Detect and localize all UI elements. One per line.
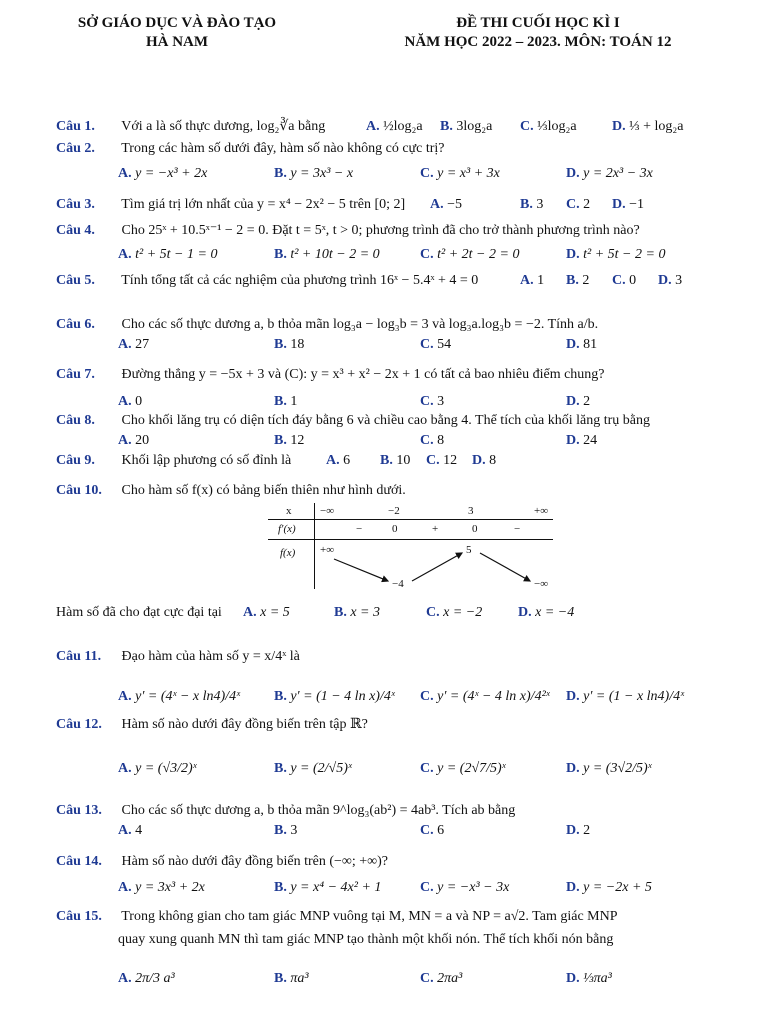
question-text: Khối lập phương có số đỉnh là [121, 453, 292, 468]
option-c: C. y′ = (4ˣ − 4 ln x)/4²ˣ [420, 689, 550, 704]
option-a: A. 27 [118, 337, 150, 352]
option-d: D. y = −2x + 5 [566, 880, 652, 895]
fprime-sign: + [432, 523, 439, 535]
question-text: Đường thẳng y = −5x + 3 và (C): y = x³ + x² − 2x + 1 có tất cả bao nhiêu điểm chung? [121, 367, 605, 382]
option-d: D. t² + 5t − 2 = 0 [566, 247, 666, 262]
fprime-sign: − [356, 523, 363, 535]
question-5: Câu 5. Tính tổng tất cả các nghiệm của phương trình 16ˣ − 5.4ˣ + 4 = 0 [56, 273, 479, 288]
question-8: Câu 8. Cho khối lăng trụ có diện tích đáy bằng 6 và chiều cao bằng 4. Thể tích của khối lăng trụ bằng [56, 413, 650, 428]
question-text: Tìm giá trị lớn nhất của y = x⁴ − 2x² − 5 trên [0; 2] [121, 197, 406, 212]
f-value: +∞ [320, 544, 335, 556]
option-a: A. 4 [118, 823, 143, 838]
option-d: D. ⅓ + log₂a [612, 119, 684, 134]
question-10-prompt: Hàm số đã cho đạt cực đại tại [56, 605, 222, 620]
option-d: D. y′ = (1 − x ln4)/4ˣ [566, 689, 685, 704]
option-a: A. 0 [118, 394, 143, 409]
question-12: Câu 12. Hàm số nào dưới đây đồng biến trên tập ℝ? [56, 717, 368, 732]
option-b: B. 1 [274, 394, 298, 409]
question-text: Hàm số nào dưới đây đồng biến trên (−∞; +∞)? [121, 854, 389, 869]
question-14: Câu 14. Hàm số nào dưới đây đồng biến trên (−∞; +∞)? [56, 854, 389, 869]
option-a: A. ½log₂a [366, 119, 423, 134]
x-label: x [286, 505, 292, 517]
option-d: D. y = 2x³ − 3x [566, 166, 653, 181]
exam-subtitle: NĂM HỌC 2022 – 2023. MÔN: TOÁN 12 [404, 34, 672, 50]
option-c: C. y = −x³ − 3x [420, 880, 510, 895]
option-c: C. 2πa³ [420, 971, 463, 986]
exam-header [388, 14, 688, 52]
option-d: D. y = (3√2/5)ˣ [566, 761, 652, 776]
option-d: D. x = −4 [518, 605, 575, 620]
option-a: A. 20 [118, 433, 150, 448]
question-15: Câu 15. Trong không gian cho tam giác MNP vuông tại M, MN = a và NP = a√2. Tam giác MNP [56, 909, 618, 924]
option-d: D. 3 [658, 273, 683, 288]
f-value: −∞ [534, 578, 549, 590]
question-text: Với a là số thực dương, log₂∛a bằng [121, 119, 326, 134]
option-a: A. 2π/3 a³ [118, 971, 175, 986]
option-c: C. 54 [420, 337, 452, 352]
option-c: C. 2 [566, 197, 591, 212]
option-b: B. t² + 10t − 2 = 0 [274, 247, 380, 262]
option-c: C. 6 [420, 823, 445, 838]
option-d: D. 81 [566, 337, 598, 352]
question-text: Hàm số nào dưới đây đồng biến trên tập ℝ? [121, 717, 368, 732]
option-a: A. y′ = (4ˣ − x ln4)/4ˣ [118, 689, 241, 704]
option-b: B. x = 3 [334, 605, 381, 620]
option-c: C. y = x³ + 3x [420, 166, 500, 181]
question-4: Câu 4. Cho 25ˣ + 10.5ˣ⁻¹ − 2 = 0. Đặt t = 5ˣ, t > 0; phương trình đã cho trở thành phương trình nào? [56, 223, 640, 238]
question-text: Đạo hàm của hàm số y = x/4ˣ là [121, 649, 300, 664]
option-b: B. y = 3x³ − x [274, 166, 354, 181]
question-text: Cho khối lăng trụ có diện tích đáy bằng 6 và chiều cao bằng 4. Thể tích của khối lăng trụ bằng [121, 413, 650, 428]
exam-title: ĐỀ THI CUỐI HỌC KÌ I [456, 15, 620, 31]
question-11: Câu 11. Đạo hàm của hàm số y = x/4ˣ là [56, 649, 300, 664]
option-d: D. 2 [566, 823, 591, 838]
option-a: A. y = (√3/2)ˣ [118, 761, 197, 776]
option-b: B. y′ = (1 − 4 ln x)/4ˣ [274, 689, 395, 704]
option-b: B. 3 [274, 823, 298, 838]
question-7: Câu 7. Đường thẳng y = −5x + 3 và (C): y = x³ + x² − 2x + 1 có tất cả bao nhiêu điểm chung? [56, 367, 605, 382]
option-a: A. t² + 5t − 1 = 0 [118, 247, 218, 262]
option-b: B. y = (2/√5)ˣ [274, 761, 352, 776]
x-value: +∞ [534, 505, 549, 517]
option-d: D. 8 [472, 453, 497, 468]
option-a: A. y = 3x³ + 2x [118, 880, 205, 895]
question-text: Cho các số thực dương a, b thỏa mãn log₃a − log₃b = 3 và log₃a.log₃b = −2. Tính a/b. [121, 317, 599, 332]
option-c: C. x = −2 [426, 605, 483, 620]
option-c: C. y = (2√7/5)ˣ [420, 761, 506, 776]
fprime-sign: 0 [472, 523, 478, 535]
question-13: Câu 13. Cho các số thực dương a, b thỏa mãn 9^log₃(ab²) = 4ab³. Tích ab bằng [56, 803, 516, 818]
option-d: D. 24 [566, 433, 598, 448]
fprime-sign: − [514, 523, 521, 535]
option-b: B. y = x⁴ − 4x² + 1 [274, 880, 382, 895]
question-10: Câu 10. Cho hàm số f(x) có bảng biến thiên như hình dưới. [56, 483, 406, 498]
question-2: Câu 2. Trong các hàm số dưới đây, hàm số nào không có cực trị? [56, 141, 445, 156]
option-b: B. 2 [566, 273, 590, 288]
option-b: B. 18 [274, 337, 305, 352]
option-d: D. ⅓πa³ [566, 971, 612, 986]
option-a: A. y = −x³ + 2x [118, 166, 208, 181]
option-b: B. πa³ [274, 971, 309, 986]
option-b: B. 3 [520, 197, 544, 212]
option-c: C. t² + 2t − 2 = 0 [420, 247, 520, 262]
f-label: f(x) [280, 547, 296, 559]
option-c: C. 3 [420, 394, 445, 409]
question-text: Cho hàm số f(x) có bảng biến thiên như hình dưới. [121, 483, 406, 498]
option-c: C. 8 [420, 433, 445, 448]
x-value: 3 [468, 505, 474, 517]
x-value: −2 [388, 505, 400, 517]
province-name: HÀ NAM [145, 34, 209, 50]
question-text: Cho 25ˣ + 10.5ˣ⁻¹ − 2 = 0. Đặt t = 5ˣ, t > 0; phương trình đã cho trở thành phương trình nào? [121, 223, 640, 238]
school-header [52, 14, 302, 52]
variation-arrows [268, 503, 553, 589]
option-a: A. 6 [326, 453, 351, 468]
option-a: A. x = 5 [243, 605, 290, 620]
question-text: Cho các số thực dương a, b thỏa mãn 9^log₃(ab²) = 4ab³. Tích ab bằng [121, 803, 516, 818]
department-name: SỞ GIÁO DỤC VÀ ĐÀO TẠO [77, 15, 277, 31]
option-c: C. 0 [612, 273, 637, 288]
option-d: D. −1 [612, 197, 645, 212]
option-b: B. 10 [380, 453, 411, 468]
option-c: C. ⅓log₂a [520, 119, 577, 134]
option-b: B. 12 [274, 433, 305, 448]
f-value: −4 [392, 578, 404, 590]
question-9: Câu 9. Khối lập phương có số đỉnh là [56, 453, 292, 468]
option-a: A. 1 [520, 273, 545, 288]
question-6: Câu 6. Cho các số thực dương a, b thỏa mãn log₃a − log₃b = 3 và log₃a.log₃b = −2. Tính a/b. [56, 317, 599, 332]
option-b: B. 3log₂a [440, 119, 493, 134]
question-text: Trong không gian cho tam giác MNP vuông tại M, MN = a và NP = a√2. Tam giác MNP [121, 909, 618, 924]
x-value: −∞ [320, 505, 335, 517]
option-c: C. 12 [426, 453, 458, 468]
question-text: Trong các hàm số dưới đây, hàm số nào không có cực trị? [121, 141, 445, 156]
question-3: Câu 3. Tìm giá trị lớn nhất của y = x⁴ − 2x² − 5 trên [0; 2] [56, 197, 406, 212]
option-d: D. 2 [566, 394, 591, 409]
fprime-label: f′(x) [278, 523, 296, 535]
variation-table [268, 503, 553, 589]
fprime-sign: 0 [392, 523, 398, 535]
question-15-continued: quay xung quanh MN thì tam giác MNP tạo thành một khối nón. Thể tích khối nón bằng [118, 932, 614, 947]
question-1: Câu 1. Với a là số thực dương, log₂∛a bằng [56, 119, 326, 134]
option-a: A. −5 [430, 197, 463, 212]
question-text: Tính tổng tất cả các nghiệm của phương trình 16ˣ − 5.4ˣ + 4 = 0 [121, 273, 479, 288]
f-value: 5 [466, 544, 472, 556]
